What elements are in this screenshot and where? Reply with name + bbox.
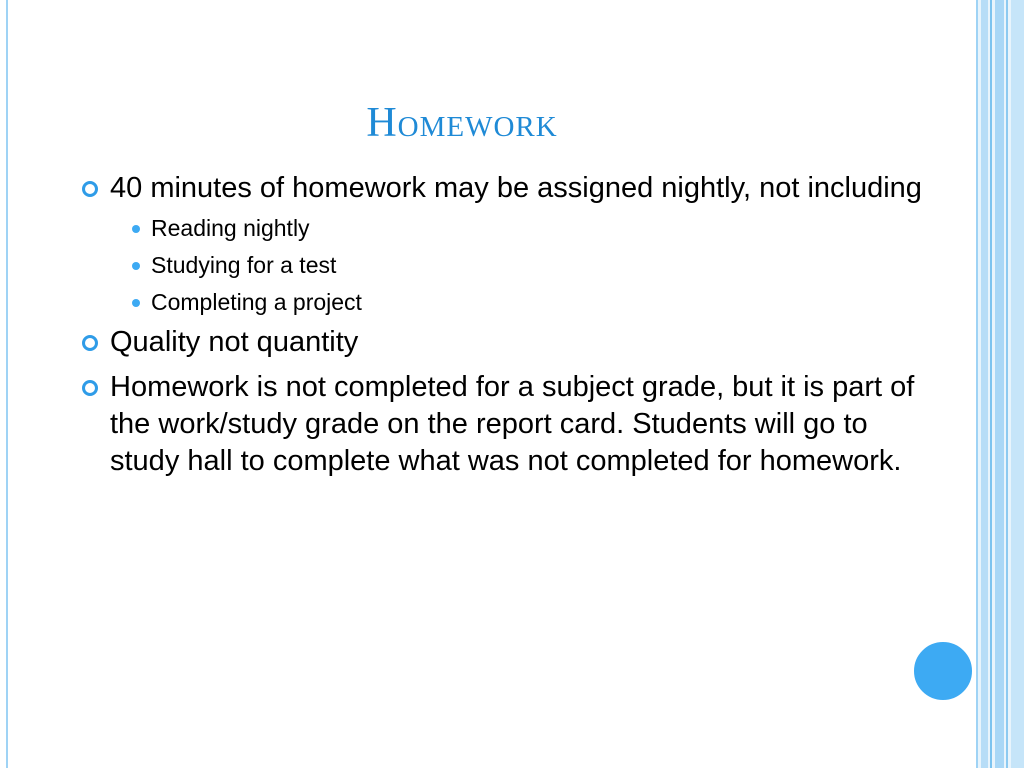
bullet-item [80, 369, 940, 480]
ring-bullet-icon [82, 181, 98, 197]
slide-content [80, 170, 940, 488]
sub-bullet-text: Studying for a test [151, 252, 337, 278]
sub-bullet-list [80, 213, 940, 317]
sub-bullet-text: Reading nightly [151, 215, 310, 241]
slide-title: Homework [366, 100, 558, 146]
right-border-stripe [1006, 0, 1008, 768]
dot-bullet-icon [132, 262, 140, 270]
bullet-item [80, 324, 940, 361]
bullet-text: Homework is not completed for a subject grade, but it is part of the work/study grade on the report card. Students will go to study hall to complete what was not completed for homework. [110, 371, 915, 477]
bullet-item [80, 170, 940, 207]
bullet-text: Quality not quantity [110, 326, 359, 358]
ring-bullet-icon [82, 380, 98, 396]
right-border-stripe [976, 0, 978, 768]
right-border-stripe [1011, 0, 1024, 768]
dot-bullet-icon [132, 225, 140, 233]
sub-bullet-item [80, 213, 940, 243]
right-border-stripe [995, 0, 1004, 768]
ring-bullet-icon [82, 335, 98, 351]
bullet-text: 40 minutes of homework may be assigned nightly, not including [110, 172, 922, 204]
right-border-stripe [990, 0, 992, 768]
right-border-stripe [981, 0, 988, 768]
decorative-circle [912, 640, 974, 702]
frame-left-line [6, 0, 8, 768]
sub-bullet-item [80, 250, 940, 280]
sub-bullet-item [80, 287, 940, 317]
dot-bullet-icon [132, 299, 140, 307]
sub-bullet-text: Completing a project [151, 289, 362, 315]
